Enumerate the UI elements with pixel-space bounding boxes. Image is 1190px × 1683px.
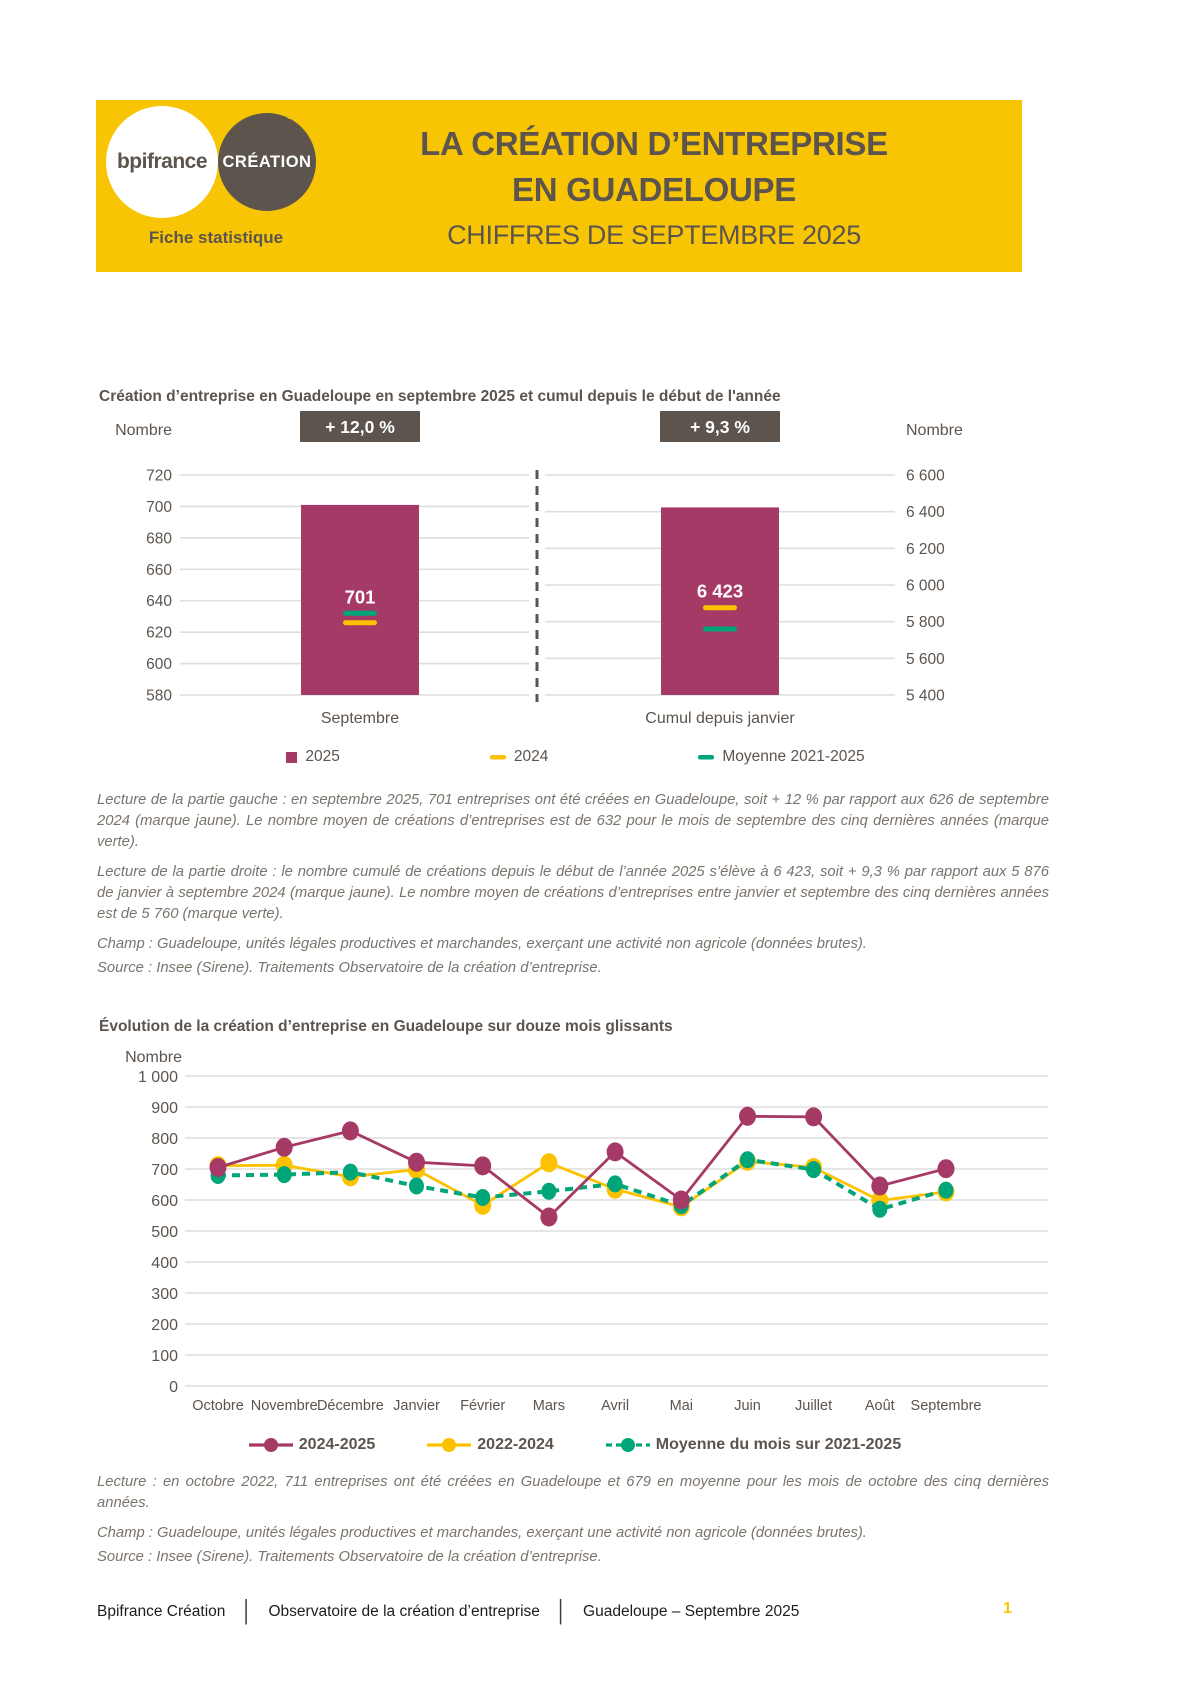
line-chart [100,1046,1050,1424]
svg-text:6 400: 6 400 [906,504,945,522]
svg-text:5 400: 5 400 [906,687,945,705]
bpifrance-logo-dot-icon [131,105,136,110]
svg-text:Cumul depuis janvier: Cumul depuis janvier [645,710,795,727]
svg-text:5 600: 5 600 [906,650,945,668]
header-titles [346,100,1022,272]
legend-item-series-0: 2024-2025 [249,1436,376,1454]
note-champ: Champ : Guadeloupe, unités légales productives et marchandes, exerçant une activité non agricole (données brutes). [97,936,867,952]
svg-text:300: 300 [151,1286,178,1303]
svg-text:580: 580 [146,687,172,705]
svg-text:+ 9,3 %: + 9,3 % [690,417,750,437]
legend-line-dot-icon [606,1436,650,1454]
page-number: 1 [1003,1600,1012,1617]
creation-logo-text: CRÉATION [222,152,312,171]
svg-text:6 423: 6 423 [696,580,744,602]
footer-item-region-date: Guadeloupe – Septembre 2025 [583,1603,800,1620]
legend-dash-icon [698,750,716,764]
page-footer [97,1600,1097,1624]
legend-item-1: 2024 [490,748,548,766]
legend-line-dot-icon [427,1436,471,1454]
svg-text:900: 900 [151,1100,178,1117]
legend-item-series-1: 2022-2024 [427,1436,554,1454]
svg-text:Octobre: Octobre [192,1398,244,1414]
note-champ-2: Champ : Guadeloupe, unités légales productives et marchandes, exerçant une activité non agricole (données brutes). [97,1525,867,1541]
footer-separator-icon: │ [554,1600,569,1623]
svg-text:100: 100 [151,1348,178,1365]
svg-text:5 800: 5 800 [906,614,945,632]
legend-line-dot-icon [249,1436,293,1454]
svg-text:Mai: Mai [669,1398,693,1414]
footer-separator-icon: │ [240,1600,254,1623]
svg-text:Avril: Avril [601,1398,630,1414]
svg-text:Septembre: Septembre [910,1398,982,1414]
line-chart-notes [97,1472,1049,1571]
page-subtitle: CHIFFRES DE SEPTEMBRE 2025 [447,219,861,250]
note-source-2: Source : Insee (Sirene). Traitements Observatoire de la création d’entreprise. [97,1549,602,1565]
legend-item-series-2: Moyenne du mois sur 2021-2025 [606,1436,901,1454]
svg-text:Janvier: Janvier [393,1398,440,1414]
svg-text:800: 800 [151,1131,178,1148]
svg-text:Nombre: Nombre [125,1049,182,1066]
svg-text:701: 701 [344,586,376,608]
note-lecture-gauche: Lecture de la partie gauche : en septembre 2025, 701 entreprises ont été créées en Guadeloupe, soit + 12 % par rapport aux 626 de septembre 2024 (marque jaune). Le nombre moyen de créations d’entreprises est de 632 pour le mois de septembre des cinq dernières années (marque verte). [97,792,1049,850]
svg-text:Juillet: Juillet [795,1398,833,1414]
legend-item-0: 2025 [285,748,339,766]
svg-text:720: 720 [146,467,172,485]
creation-logo-dot-icon [287,114,292,119]
bpifrance-logo [106,106,218,218]
tagline: Fiche statistique [148,228,284,247]
svg-text:700: 700 [151,1162,178,1179]
legend-square-icon [285,750,299,764]
svg-text:0: 0 [169,1379,178,1396]
svg-text:6 000: 6 000 [906,577,945,595]
line-chart-svg [100,1046,1050,1424]
page-title-line2: EN GUADELOUPE [512,171,796,208]
bar-chart-svg [100,405,1050,747]
creation-logo [218,113,316,211]
svg-text:Mars: Mars [532,1398,566,1414]
svg-text:680: 680 [146,530,172,548]
svg-text:+ 12,0 %: + 12,0 % [325,417,395,437]
legend-dash-icon [490,750,508,764]
svg-text:Novembre: Novembre [250,1398,318,1414]
svg-text:Septembre: Septembre [320,710,400,727]
svg-text:620: 620 [146,624,172,642]
footer-item-brand: Bpifrance Création [97,1603,226,1620]
svg-text:Décembre: Décembre [316,1398,384,1414]
svg-text:Février: Février [460,1398,506,1414]
note-lecture-droite: Lecture de la partie droite : le nombre cumulé de créations depuis le début de l’année 2025 s’élève à 6 423, soit + 9,3 % par rapport aux 5 876 de janvier à septembre 2024 (marque jaune). Le nombre moyen de créations d’entreprises entre janvier et septembre des cinq dernières années est de 5 760 (marque verte). [97,864,1049,922]
bpifrance-logo-text: bpifrance [116,150,208,173]
svg-text:1 000: 1 000 [137,1069,178,1086]
svg-text:Nombre: Nombre [906,422,963,439]
line-chart-title: Évolution de la création d’entreprise en Guadeloupe sur douze mois glissants [99,1017,673,1035]
legend-item-2: Moyenne 2021-2025 [698,748,864,766]
bar-chart [100,405,1050,747]
note-lecture: Lecture : en octobre 2022, 711 entreprises ont été créées en Guadeloupe et 679 en moyenne pour les mois de octobre des cinq dernières années. [97,1474,1049,1511]
svg-text:Nombre: Nombre [115,422,172,439]
svg-text:700: 700 [146,498,172,516]
line-chart-legend [100,1436,1050,1454]
bar-chart-legend [100,748,1050,766]
svg-text:500: 500 [151,1224,178,1241]
svg-text:6 600: 6 600 [906,467,945,485]
svg-text:400: 400 [151,1255,178,1272]
page-title-line1: LA CRÉATION D’ENTREPRISE [420,125,888,163]
header-banner [96,100,1022,272]
svg-text:660: 660 [146,561,172,579]
svg-text:6 200: 6 200 [906,540,945,558]
svg-text:200: 200 [151,1317,178,1334]
svg-text:600: 600 [151,1193,178,1210]
logo-block [96,100,346,272]
svg-text:Août: Août [864,1398,895,1414]
bar-chart-notes [97,790,1049,982]
svg-text:600: 600 [146,656,172,674]
svg-text:Juin: Juin [734,1398,761,1414]
footer-item-observatoire: Observatoire de la création d’entreprise [268,1603,540,1620]
bar-chart-title: Création d’entreprise en Guadeloupe en septembre 2025 et cumul depuis le début de l'année [99,387,781,405]
svg-text:640: 640 [146,593,172,611]
creation-logo-bottom-dot-icon [264,219,270,225]
note-source: Source : Insee (Sirene). Traitements Observatoire de la création d’entreprise. [97,960,602,976]
